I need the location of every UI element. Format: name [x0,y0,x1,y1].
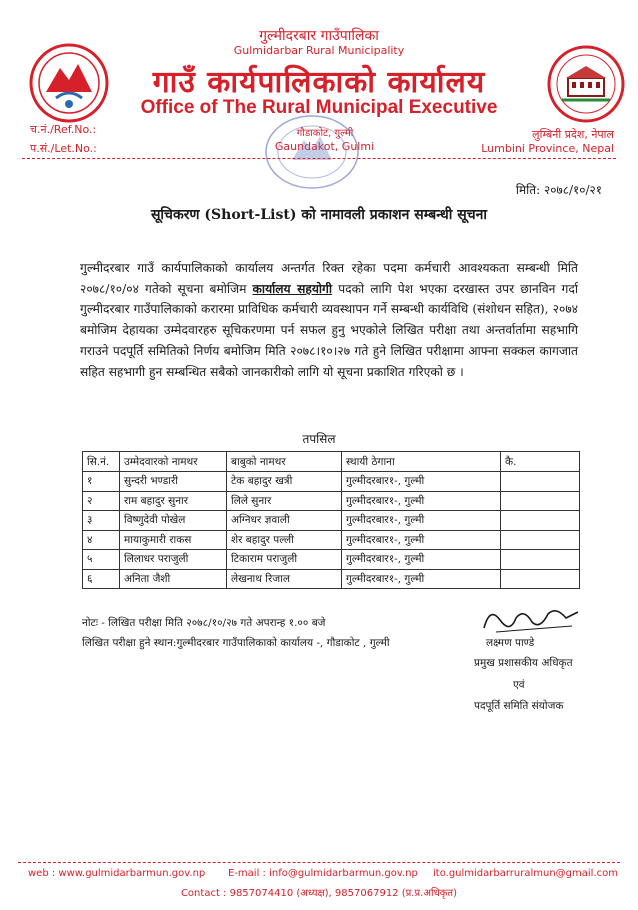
cell-sn: ४ [83,530,120,550]
cell-remarks [501,569,580,589]
table-row [83,511,580,531]
body-post-name: कार्यालय सहयोगी [252,281,333,296]
cell-father: शेर बहादुर पल्ली [227,530,342,550]
table-row [83,472,580,492]
signature-icon [476,600,586,640]
cell-father: अग्निधर ज्ञवाली [227,511,342,531]
cell-sn: ३ [83,511,120,531]
cell-address: गुल्मीदरबार१-, गुल्मी [342,530,501,550]
table-row [83,530,580,550]
cell-remarks [501,530,580,550]
signatory-title: प्रमुख प्रशासकीय अधिकृत [474,657,573,669]
ref-no-label: च.नं./Ref.No.: [30,123,97,136]
cell-address: गुल्मीदरबार१-, गुल्मी [342,569,501,589]
table-header-row [83,452,580,472]
cell-remarks [501,511,580,531]
cell-sn: ६ [83,569,120,589]
cell-father: टिकाराम पराजुली [227,550,342,570]
cell-remarks [501,472,580,492]
province-np: लुम्बिनी प्रदेश, नेपाल [532,128,614,141]
table-row [83,550,580,570]
footer-website: web : www.gulmidarbarmun.gov.np [28,868,206,879]
cell-sn: २ [83,491,120,511]
notice-body [80,258,578,382]
office-title-np: गाउँ कार्यपालिकाको कार्यालय [152,65,486,100]
province-en: Lumbini Province, Nepal [481,142,614,155]
cell-sn: १ [83,472,120,492]
candidate-table [82,451,580,589]
notice-title: सूचिकरण (Short-List) को नामावली प्रकाशन सम्बन्धी सूचना [150,207,488,223]
office-title-en: Office of The Rural Municipal Executive [140,97,498,118]
cell-address: गुल्मीदरबार१-, गुल्मी [342,472,501,492]
footer-contact: Contact : 9857074410 (अध्यक्ष), 9857067912 (प्र.प्र.अधिकृत) [180,888,458,899]
municipality-name-en: Gulmidarbar Rural Municipality [233,44,405,57]
cell-remarks [501,550,580,570]
table-caption: तपसिल [302,432,336,446]
col-address: स्थायी ठेगाना [342,452,501,472]
footer-email-info: E-mail : info@gulmidarbarmun.gov.np [228,868,418,879]
cell-address: गुल्मीदरबार१-, गुल्मी [342,491,501,511]
table-row [83,569,580,589]
signatory-name: लक्ष्मण पाण्डे [486,637,535,649]
footer-divider [18,862,620,863]
cell-address: गुल्मीदरबार१-, गुल्मी [342,511,501,531]
cell-remarks [501,491,580,511]
cell-father: टेक बहादुर खत्री [227,472,342,492]
table-row [83,491,580,511]
cell-candidate: अनिता जैशी [120,569,227,589]
cell-sn: ५ [83,550,120,570]
footer-email-ito: ito.gulmidarbarruralmun@gmail.com [433,868,618,879]
col-candidate: उम्मेदवारको नामथर [120,452,227,472]
cell-address: गुल्मीदरबार१-, गुल्मी [342,550,501,570]
municipality-name-np: गुल्मीदरबार गाउँपालिका [259,28,379,44]
address-en: Gaundakot, Gulmi [274,140,375,153]
let-no-label: प.सं./Let.No.: [30,142,97,155]
note-exam-venue: लिखित परीक्षा हुने स्थान:गुल्मीदरबार गाउँपालिकाको कार्यालय -, गौडाकोट , गुल्मी [82,637,390,649]
body-part2: पदको लागि पेश भएका दरखास्त उपर छानविन गर्दा गुल्मीदरबार गाउँपालिकाको करारमा प्राविधिक कर्मचारी व्यवस्थापन गर्ने सम्बन्धी कार्यविधि (संशोधन सहित), २०७४ बमोजिम देहायका उम्मेदवारहरु सूचिकरणमा पर्न सफल हुनु भएकोले लिखित परीक्षा तथा अन्तर्वार्तामा सहभागि गराउने पदपूर्ति समितिको निर्णय बमोजिम मिति २०७८।१०।२७ गते हुने लिखित परीक्षामा आफ्ना सक्कल कागजात सहित सहभागी हुन सम्बन्धित सबैको जानकारीको लागि यो सूचना प्रकाशित गरिएको छ । [80,281,578,379]
note-exam-date: नोटः - लिखित परीक्षा मिति २०७८/१०/२७ गते अपरान्ह १.०० बजे [82,617,326,629]
header-divider [22,158,616,159]
address-np: गौडाकोट, गुल्मी [296,128,354,139]
cell-candidate: विष्णुदेवी पोखेल [120,511,227,531]
col-sn: सि.नं. [83,452,120,472]
cell-candidate: लिलाधर पराजुली [120,550,227,570]
body-part1: गुल्मीदरबार गाउँ कार्यपालिकाको कार्यालय अन्तर्गत रिक्त रहेका पदमा कर्मचारी आवश्यकता सम्बन्धी मिति २०७८/१०/०४ गतेको सूचना बमोजिम [80,261,578,296]
col-father: बाबुको नामथर [227,452,342,472]
office-stamp-icon [262,112,362,192]
cell-father: लिले सुनार [227,491,342,511]
notice-date: मिति: २०७८/१०/२१ [515,183,602,197]
signatory-conjunction: एवं [513,679,525,691]
signatory-committee-role: पदपूर्ति समिति संयोजक [474,700,564,712]
cell-father: लेखनाथ रिजाल [227,569,342,589]
col-remarks: कै. [501,452,580,472]
cell-candidate: राम बहादुर सुनार [120,491,227,511]
cell-candidate: मायाकुमारी राकस [120,530,227,550]
cell-candidate: सुन्दरी भण्डारी [120,472,227,492]
